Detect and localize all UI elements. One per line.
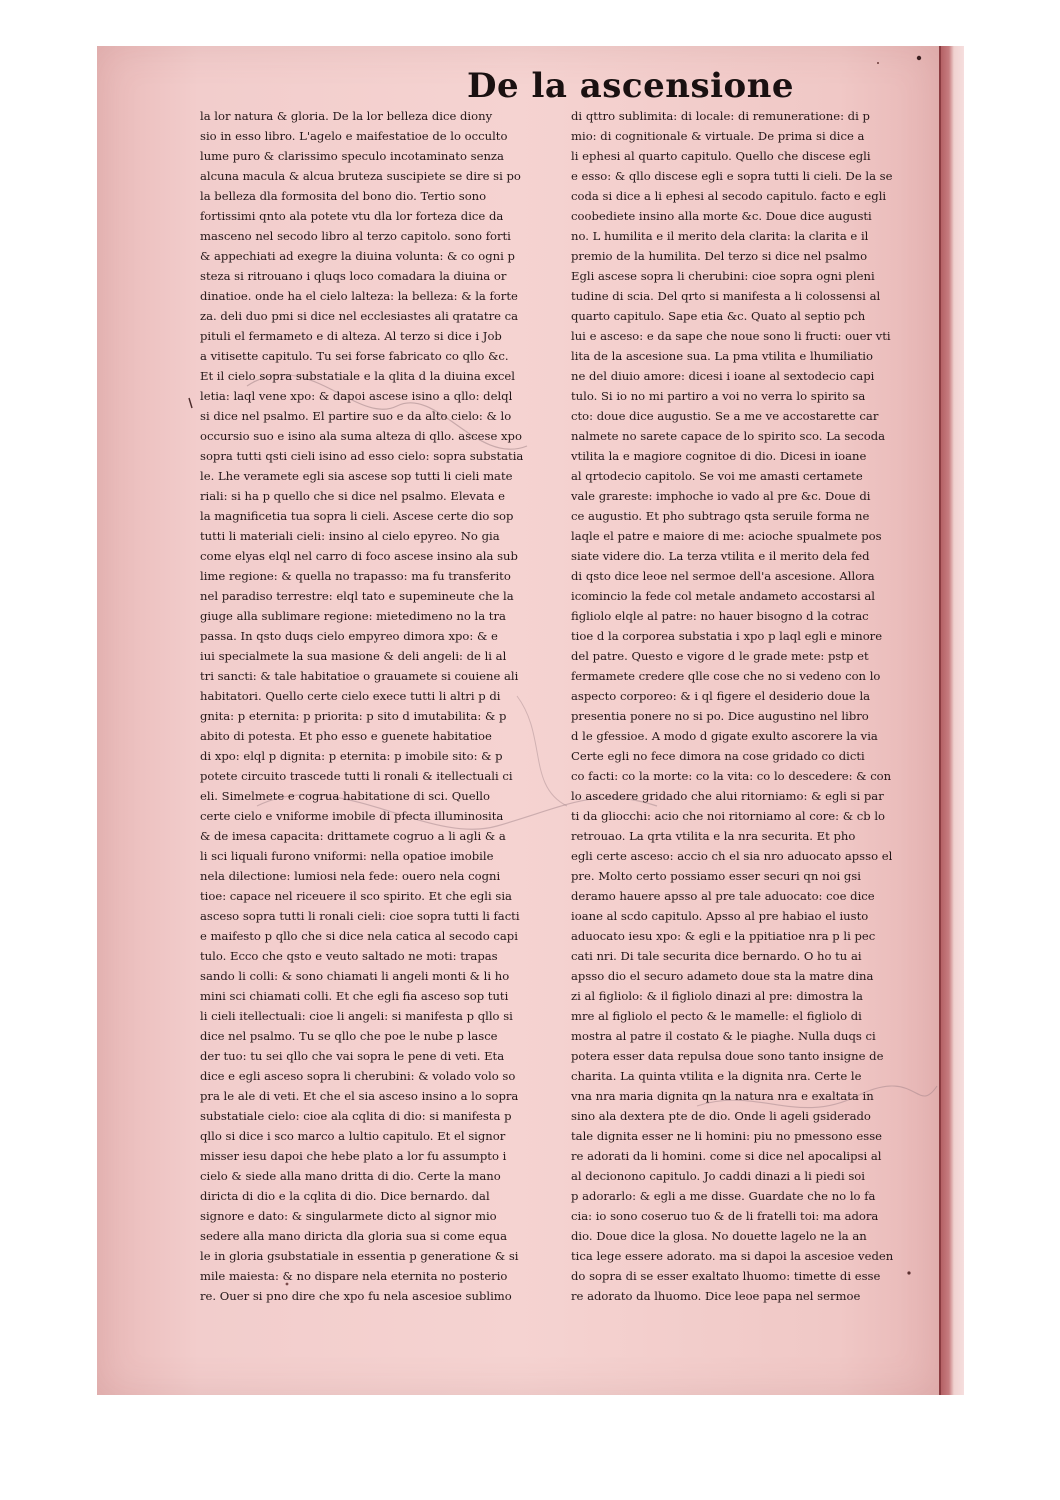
text-line: tudine di scia. Del qrto si manifesta a li colossensi al — [571, 289, 881, 303]
text-line: diricta di dio e la cqlita di dio. Dice bernardo. dal — [200, 1189, 490, 1203]
text-line: lime regione: & quella no trapasso: ma fu transferito — [200, 569, 511, 583]
text-line: coobediete insino alla morte &c. Doue dice augusti — [571, 209, 872, 223]
text-line: le. Lhe veramete egli sia ascese sop tutti li cieli mate — [200, 469, 513, 483]
text-line: fermamete credere qlle cose che no si vedeno con lo — [571, 669, 881, 683]
text-line: Et il cielo sopra substatiale e la qlita d la diuina excel — [200, 369, 515, 383]
text-line: mini sci chiamati colli. Et che egli fia asceso sop tuti — [200, 989, 509, 1003]
text-line: potera esser data repulsa doue sono tanto insigne de — [571, 1049, 884, 1063]
text-line: charita. La quinta vtilita e la dignita nra. Certe le — [571, 1069, 862, 1083]
running-head: De la ascensione — [467, 66, 795, 106]
text-line: mile maiesta: & no dispare nela eternita no posterio — [200, 1269, 508, 1283]
text-line: re adorati da li homini. come si dice nel apocalipsi al — [571, 1149, 882, 1163]
text-line: mostra al patre il costato & le piaghe. Nulla duqs ci — [571, 1029, 876, 1043]
text-line: sando li colli: & sono chiamati li angeli monti & li ho — [200, 969, 510, 983]
text-line: la magnificetia tua sopra li cieli. Ascese certe dio sop — [200, 509, 514, 523]
scanned-book-photo — [97, 46, 964, 1395]
text-line: vale grareste: imphoche io vado al pre &c. Doue di — [571, 489, 871, 503]
text-line: quarto capitulo. Sape etia &c. Quato al septio pch — [571, 309, 866, 323]
text-line: ce augustio. Et pho subtrago qsta seruile forma ne — [571, 509, 870, 523]
text-line: Certe egli no fece dimora na cose gridado co dicti — [571, 749, 865, 763]
text-line: presentia ponere no si po. Dice augustino nel libro — [571, 709, 869, 723]
text-line: cati nri. Di tale securita dice bernardo. O ho tu ai — [571, 949, 862, 963]
text-line: cia: io sono coseruo tuo & de li fratelli toi: ma adora — [571, 1209, 879, 1223]
text-line: mio: di cognitionale & virtuale. De prima si dice a — [571, 129, 865, 143]
text-line: laqle el patre e maiore di me: acioche spualmete pos — [571, 529, 882, 543]
text-line: aduocato iesu xpo: & egli e la ppitiatioe nra p li pec — [571, 929, 876, 943]
ink-dot — [907, 1271, 910, 1274]
text-line: signore e dato: & singularmete dicto al signor mio — [200, 1209, 497, 1223]
text-line: retrouao. La qrta vtilita e la nra securita. Et pho — [571, 829, 856, 843]
text-line: mre al figliolo el pecto & le mamelle: el figliolo di — [571, 1009, 862, 1023]
text-line: riali: si ha p quello che si dice nel psalmo. Elevata e — [200, 489, 505, 503]
text-line: misser iesu dapoi che hebe plato a lor fu assumpto i — [200, 1149, 507, 1163]
text-line: come elyas elql nel carro di foco ascese insino ala sub — [200, 549, 518, 563]
text-line: dice e egli asceso sopra li cherubini: & volado volo so — [200, 1069, 516, 1083]
text-line: za. deli duo pmi si dice nel ecclesiastes ali qratatre ca — [200, 309, 519, 323]
text-line: zi al figliolo: & il figliolo dinazi al pre: dimostra la — [571, 989, 863, 1003]
text-line: la lor natura & gloria. De la lor belleza dice diony — [200, 109, 493, 123]
text-line: dice nel psalmo. Tu se qllo che poe le nube p lasce — [200, 1029, 498, 1043]
text-line: di qttro sublimita: di locale: di remuneratione: di p — [571, 109, 870, 123]
text-line: tale dignita esser ne li homini: piu no pmessono esse — [571, 1129, 883, 1143]
text-line: sio in esso libro. L'agelo e maifestatioe de lo occulto — [200, 129, 508, 143]
text-line: der tuo: tu sei qllo che vai sopra le pene di veti. Eta — [200, 1049, 505, 1063]
ink-dot — [917, 56, 921, 60]
text-line: masceno nel secodo libro al terzo capitolo. sono forti — [200, 229, 511, 243]
text-line: gnita: p eternita: p priorita: p sito d imutabilita: & p — [200, 709, 507, 723]
ink-dot — [877, 62, 879, 64]
text-column-right — [571, 106, 907, 1306]
text-line: figliolo elqle al patre: no hauer bisogno d la cotrac — [571, 609, 869, 623]
text-line: ioane al scdo capitulo. Apsso al pre habiao el iusto — [571, 909, 869, 923]
text-line: passa. In qsto duqs cielo empyreo dimora xpo: & e — [200, 629, 498, 643]
text-line: coda si dice a li ephesi al secodo capitulo. facto e egli — [571, 189, 887, 203]
text-line: asceso sopra tutti li ronali cieli: cioe sopra tutti li facti — [200, 909, 520, 923]
text-line: nela dilectione: lumiosi nela fede: ouero nela cogni — [200, 869, 501, 883]
text-line: steza si ritrouano i qluqs loco comadara la diuina or — [200, 269, 507, 283]
text-line: occursio suo e isino ala suma alteza di qllo. ascese xpo — [200, 429, 522, 443]
text-line: tri sancti: & tale habitatioe o grauamete si couiene ali — [200, 669, 519, 683]
text-line: ti da gliocchi: acio che noi ritorniamo al core: & cb lo — [571, 809, 886, 823]
text-line: letia: laql vene xpo: & dapoi ascese isino a qllo: delql — [200, 389, 513, 403]
text-line: ne del diuio amore: dicesi i ioane al sextodecio capi — [571, 369, 875, 383]
text-line: tutti li materiali cieli: insino al cielo epyreo. No gia — [200, 529, 500, 543]
text-line: vna nra maria dignita qn la natura nra e exaltata in — [571, 1089, 874, 1103]
text-line: eli. Simelmete e cogrua habitatione di sci. Quello — [200, 789, 490, 803]
text-line: potete circuito trascede tutti li ronali & itellectuali ci — [200, 769, 513, 783]
marginal-stroke — [189, 398, 192, 408]
text-line: alcuna macula & alcua bruteza suscipiete se dire si po — [200, 169, 521, 183]
text-line: habitatori. Quello certe cielo exece tutti li altri p di — [200, 689, 501, 703]
text-line: tica lege essere adorato. ma si dapoi la ascesioe veden — [571, 1249, 894, 1263]
text-line: sedere alla mano diricta dla gloria sua si come equa — [200, 1229, 507, 1243]
text-line: re. Ouer si pno dire che xpo fu nela ascesioe sublimo — [200, 1289, 512, 1303]
text-line: deramo hauere apsso al pre tale aduocato: coe dice — [571, 889, 875, 903]
text-line: li sci liquali furono vniformi: nella opatioe imobile — [200, 849, 494, 863]
text-line: premio de la humilita. Del terzo si dice nel psalmo — [571, 249, 868, 263]
text-line: nel paradiso terrestre: elql tato e supemineute che la — [200, 589, 514, 603]
text-line: & de imesa capacita: drittamete cogruo a li agli & a — [200, 829, 506, 843]
text-line: cielo & siede alla mano dritta di dio. Certe la mano — [200, 1169, 501, 1183]
text-line: iui specialmete la sua masione & deli angeli: de li al — [200, 649, 507, 663]
text-line: fortissimi qnto ala potete vtu dla lor forteza dice da — [200, 209, 504, 223]
text-line: tulo. Ecco che qsto e veuto saltado ne moti: trapas — [200, 949, 498, 963]
text-line: substatiale cielo: cioe ala cqlita di dio: si manifesta p — [200, 1109, 512, 1123]
text-line: sino ala dextera pte de dio. Onde li ageli gsiderado — [571, 1109, 871, 1123]
text-line: li ephesi al quarto capitulo. Quello che discese egli — [571, 149, 871, 163]
text-line: le in gloria gsubstatiale in essentia p generatione & si — [200, 1249, 519, 1263]
text-line: tioe d la corporea substatia i xpo p laql egli e minore — [571, 629, 883, 643]
text-line: nalmete no sarete capace de lo spirito sco. La secoda — [571, 429, 886, 443]
text-line: & appechiati ad exegre la diuina volunta: & co ogni p — [200, 249, 515, 263]
text-line: di qsto dice leoe nel sermoe dell'a ascesione. Allora — [571, 569, 875, 583]
text-line: no. L humilita e il merito dela clarita: la clarita e il — [571, 229, 869, 243]
text-column-left — [200, 106, 542, 1306]
text-line: icomincio la fede col metale andameto accostarsi al — [571, 589, 875, 603]
text-line: egli certe asceso: accio ch el sia nro aduocato apsso el — [571, 849, 893, 863]
text-line: e esso: & qllo discese egli e sopra tutti li cieli. De la se — [571, 169, 893, 183]
text-line: e maifesto p qllo che si dice nela catica al secodo capi — [200, 929, 518, 943]
text-line: si dice nel psalmo. El partire suo e da alto cielo: & lo — [200, 409, 512, 423]
text-line: pituli el fermameto e di alteza. Al terzo si dice i Job — [200, 329, 502, 343]
text-line: pre. Molto certo possiamo esser securi qn noi gsi — [571, 869, 861, 883]
text-line: giuge alla sublimare regione: mietedimeno no la tra — [200, 609, 506, 623]
text-line: a vitisette capitulo. Tu sei forse fabricato co qllo &c. — [200, 349, 509, 363]
text-line: tulo. Si io no mi partiro a voi no verra lo spirito sa — [571, 389, 866, 403]
text-line: al qrtodecio capitolo. Se voi me amasti certamete — [571, 469, 863, 483]
text-line: Egli ascese sopra li cherubini: cioe sopra ogni pleni — [571, 269, 875, 283]
text-line: di xpo: elql p dignita: p eternita: p imobile sito: & p — [200, 749, 503, 763]
text-line: co facti: co la morte: co la vita: co lo descedere: & con — [571, 769, 892, 783]
text-line: cto: doue dice augustio. Se a me ve accostarette car — [571, 409, 879, 423]
text-line: re adorato da lhuomo. Dice leoe papa nel sermoe — [571, 1289, 861, 1303]
text-line: siate videre dio. La terza vtilita e il merito dela fed — [571, 549, 870, 563]
text-line: tioe: capace nel riceuere il sco spirito. Et che egli sia — [200, 889, 512, 903]
text-line: p adorarlo: & egli a me disse. Guardate che no lo fa — [571, 1189, 876, 1203]
text-line: do sopra di se esser exaltato lhuomo: timette di esse — [571, 1269, 881, 1283]
text-line: del patre. Questo e vigore d le grade mete: pstp et — [571, 649, 869, 663]
text-line: lui e asceso: e da sape che noue sono li fructi: ouer vti — [571, 329, 891, 343]
text-line: lo ascedere gridado che alui ritorniamo: & egli si par — [571, 789, 884, 803]
text-line: apsso dio el securo adameto doue sta la matre dina — [571, 969, 874, 983]
text-line: lita de la ascesione sua. La pma vtilita e lhumiliatio — [571, 349, 873, 363]
text-line: dinatioe. onde ha el cielo lalteza: la belleza: & la forte — [200, 289, 518, 303]
text-line: aspecto corporeo: & i ql figere el desiderio doue la — [571, 689, 871, 703]
text-line: la belleza dla formosita del bono dio. Tertio sono — [200, 189, 487, 203]
text-line: d le gfessioe. A modo d gigate exulto ascorere la via — [571, 729, 878, 743]
text-line: vtilita la e magiore cognitoe di dio. Dicesi in ioane — [571, 449, 867, 463]
text-line: lume puro & clarissimo speculo incotaminato senza — [200, 149, 504, 163]
text-line: dio. Doue dice la glosa. No douette lagelo ne la an — [571, 1229, 867, 1243]
text-line: li cieli itellectuali: cioe li angeli: si manifesta p qllo si — [200, 1009, 513, 1023]
text-line: abito di potesta. Et pho esso e guenete habitatioe — [200, 729, 492, 743]
text-line: certe cielo e vniforme imobile di pfecta illuminosita — [200, 809, 504, 823]
text-line: pra le ale di veti. Et che el sia asceso insino a lo sopra — [200, 1089, 519, 1103]
text-line: qllo si dice i sco marco a lultio capitulo. Et el signor — [200, 1129, 506, 1143]
text-line: al decionono capitulo. Jo caddi dinazi a li piedi soi — [571, 1169, 865, 1183]
text-line: sopra tutti qsti cieli isino ad esso cielo: sopra substatia — [200, 449, 524, 463]
